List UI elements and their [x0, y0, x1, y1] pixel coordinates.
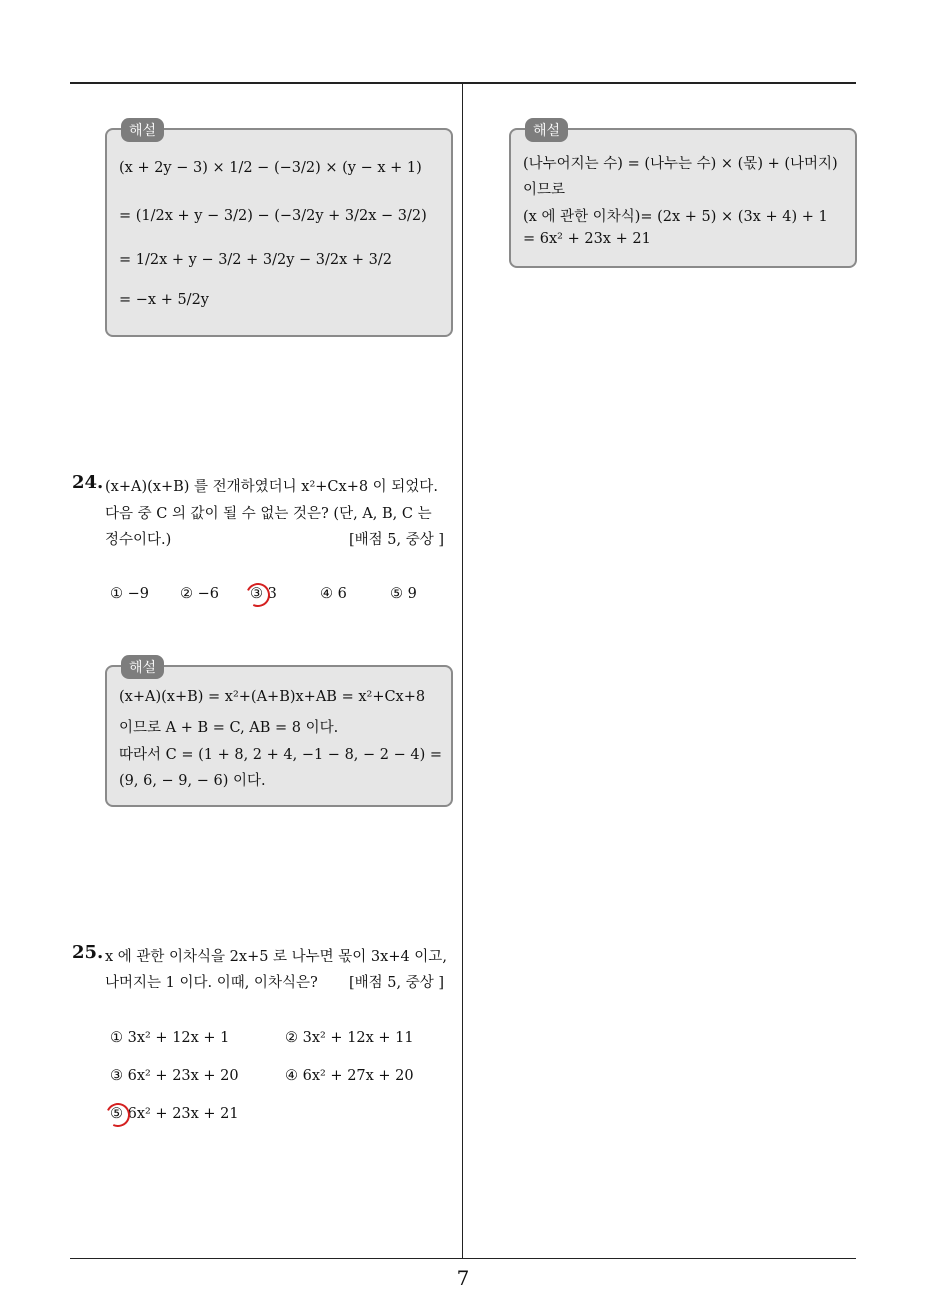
solution-line: = −x + 5/2y — [119, 292, 209, 308]
choice-3[interactable]: ③ 6x² + 23x + 20 — [110, 1068, 239, 1084]
choice-1[interactable]: ① 3x² + 12x + 1 — [110, 1030, 230, 1046]
solution-box-24 — [105, 660, 453, 807]
solution-tag: 해설 — [121, 118, 164, 142]
solution-line: (x 에 관한 이차식)= (2x + 5) × (3x + 4) + 1 — [523, 209, 828, 225]
question-score: [배점 5, 중상 ] — [349, 532, 445, 548]
answer-mark-icon — [103, 1100, 134, 1131]
choice-4[interactable]: ④ 6 — [320, 586, 347, 602]
question-score: [배점 5, 중상 ] — [349, 975, 445, 991]
header-rule — [70, 82, 856, 84]
solution-tag: 해설 — [525, 118, 568, 142]
solution-line: (x + 2y − 3) × 1/2 − (−3/2) × (y − x + 1) — [119, 160, 422, 176]
choice-5[interactable]: ⑤ 6x² + 23x + 21 — [110, 1106, 239, 1122]
solution-line: (나누어지는 수) = (나누는 수) × (몫) + (나머지) — [523, 156, 838, 172]
choice-5[interactable]: ⑤ 9 — [390, 586, 417, 602]
choice-2[interactable]: ② −6 — [180, 586, 219, 602]
solution-line: (x+A)(x+B) = x²+(A+B)x+AB = x²+Cx+8 — [119, 689, 426, 705]
solution-box-23 — [105, 123, 453, 337]
question-text: 정수이다.) — [105, 532, 172, 548]
choice-3[interactable]: ③ 3 — [250, 586, 277, 602]
choice-2[interactable]: ② 3x² + 12x + 11 — [285, 1030, 414, 1046]
solution-tag: 해설 — [121, 655, 164, 679]
column-divider — [462, 83, 463, 1259]
page-number: 7 — [456, 1266, 470, 1290]
question-number: 24. — [72, 472, 104, 493]
solution-line: 따라서 C = (1 + 8, 2 + 4, −1 − 8, − 2 − 4) = — [119, 747, 443, 763]
question-text: 다음 중 C 의 값이 될 수 없는 것은? (단, A, B, C 는 — [105, 506, 432, 522]
solution-line: 이므로 A + B = C, AB = 8 이다. — [119, 720, 339, 736]
footer-rule — [70, 1258, 856, 1259]
solution-box-25 — [509, 123, 857, 268]
question-text: (x+A)(x+B) 를 전개하였더니 x²+Cx+8 이 되었다. — [105, 479, 438, 495]
choice-1[interactable]: ① −9 — [110, 586, 149, 602]
solution-line: = (1/2x + y − 3/2) − (−3/2y + 3/2x − 3/2) — [119, 208, 427, 224]
solution-line: (9, 6, − 9, − 6) 이다. — [119, 773, 266, 789]
choice-4[interactable]: ④ 6x² + 27x + 20 — [285, 1068, 414, 1084]
question-text: x 에 관한 이차식을 2x+5 로 나누면 몫이 3x+4 이고, — [105, 949, 447, 965]
question-text: 나머지는 1 이다. 이때, 이차식은? — [105, 975, 318, 991]
answer-mark-icon — [243, 580, 274, 611]
solution-line: = 1/2x + y − 3/2 + 3/2y − 3/2x + 3/2 — [119, 252, 393, 268]
solution-line: = 6x² + 23x + 21 — [523, 231, 651, 247]
question-number: 25. — [72, 942, 104, 963]
solution-line: 이므로 — [523, 182, 566, 198]
